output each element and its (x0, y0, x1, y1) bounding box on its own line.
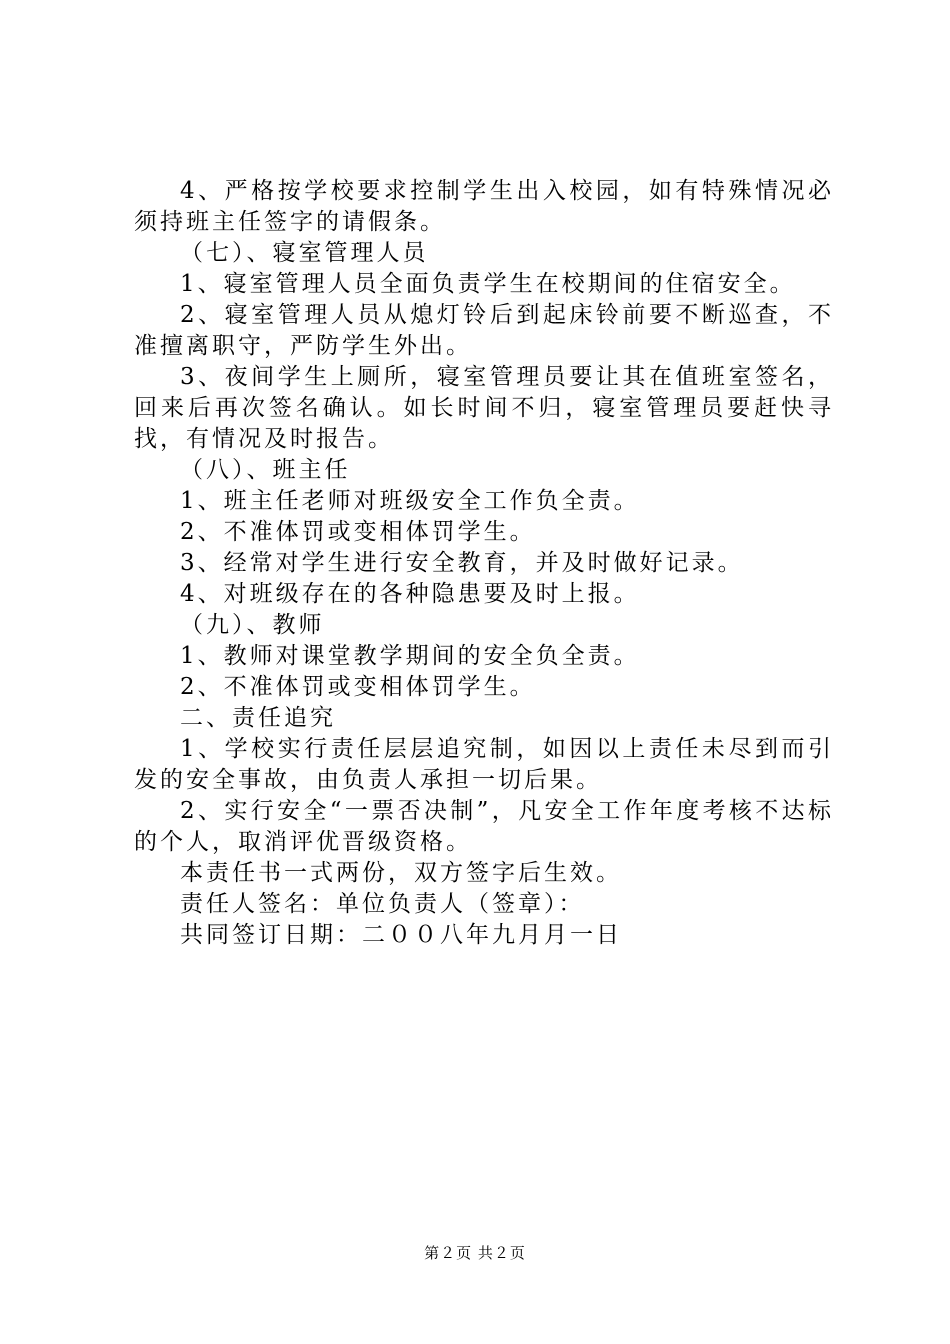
paragraph-signing-date: 共同签订日期：二００八年九月月一日 (180, 922, 622, 948)
document-body (134, 176, 834, 951)
paragraph-dorm-rule-2: 2、寝室管理人员从熄灯铃后到起床铃前要不断巡查，不准擅离职守，严防学生外出。 (134, 302, 834, 359)
section-heading-head-teacher: （八）、班主任 (180, 457, 351, 483)
section-heading-teacher: （九）、教师 (180, 612, 325, 638)
paragraph-signature-line: 责任人签名：单位负责人（签章）： (180, 891, 585, 917)
paragraph-head-teacher-rule-1: 1、班主任老师对班级安全工作负全责。 (180, 488, 640, 514)
paragraph-accountability-rule-2: 2、实行安全“一票否决制”，凡安全工作年度考核不达标的个人，取消评优晋级资格。 (134, 798, 834, 855)
paragraph-head-teacher-rule-4: 4、对班级存在的各种隐患要及时上报。 (180, 581, 640, 607)
paragraph-accountability-rule-1: 1、学校实行责任层层追究制，如因以上责任未尽到而引发的安全事故，由负责人承担一切后果。 (134, 736, 834, 793)
paragraph-head-teacher-rule-2: 2、不准体罚或变相体罚学生。 (180, 519, 536, 545)
paragraph-head-teacher-rule-3: 3、经常对学生进行安全教育，并及时做好记录。 (180, 550, 744, 576)
paragraph-student-exit-rule: 4、严格按学校要求控制学生出入校园，如有特殊情况必须持班主任签字的请假条。 (134, 178, 834, 235)
paragraph-dorm-rule-1: 1、寝室管理人员全面负责学生在校期间的住宿安全。 (180, 271, 796, 297)
paragraph-effectiveness-note: 本责任书一式两份，双方签字后生效。 (180, 860, 622, 886)
section-heading-dorm-staff: （七）、寝室管理人员 (180, 240, 429, 266)
page-number-footer: 第２页 共２页 (424, 1244, 526, 1262)
paragraph-teacher-rule-1: 1、教师对课堂教学期间的安全负全责。 (180, 643, 640, 669)
section-heading-accountability: 二、责任追究 (180, 705, 336, 731)
paragraph-teacher-rule-2: 2、不准体罚或变相体罚学生。 (180, 674, 536, 700)
paragraph-dorm-rule-3: 3、夜间学生上厕所，寝室管理员要让其在值班室签名，回来后再次签名确认。如长时间不归，寝室管理员要赶快寻找，有情况及时报告。 (134, 364, 834, 452)
